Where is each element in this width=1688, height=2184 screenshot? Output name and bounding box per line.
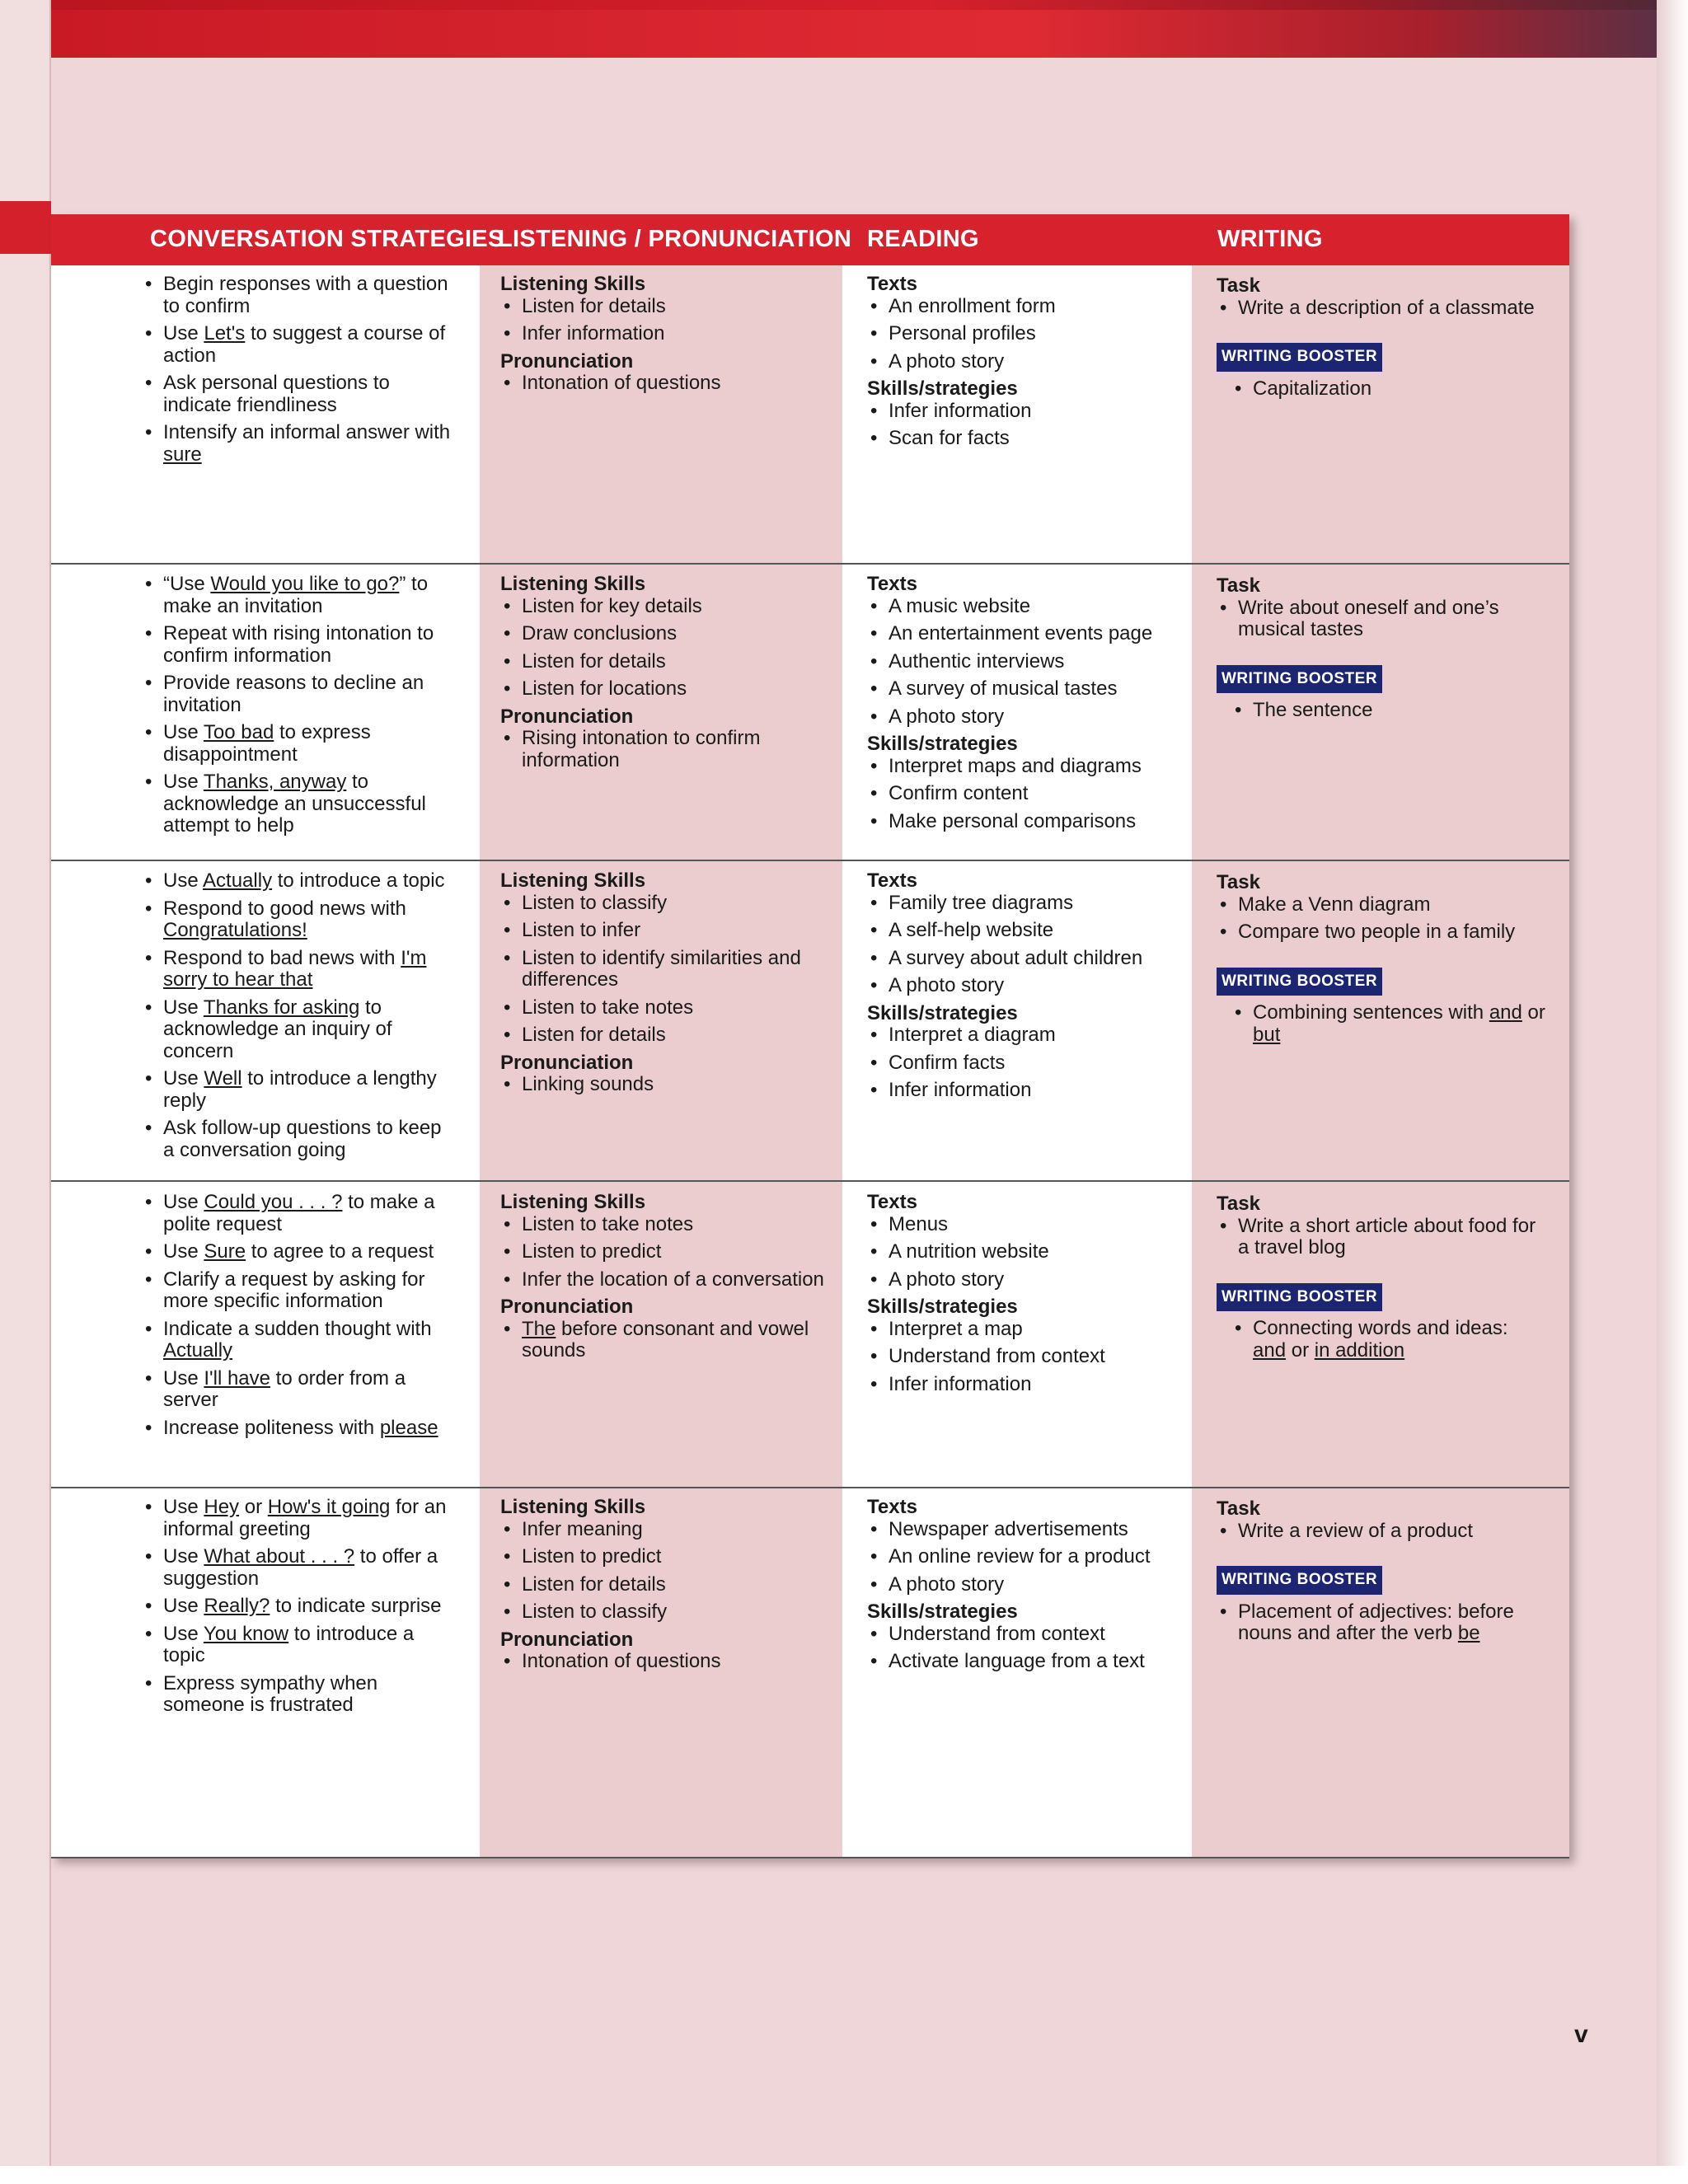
texts-heading: Texts bbox=[867, 869, 917, 892]
bullet-list bbox=[1217, 700, 1546, 722]
writing-booster-badge: WRITING BOOSTER bbox=[1217, 1283, 1382, 1312]
bullet-list bbox=[142, 1497, 455, 1717]
bullet-list bbox=[142, 1192, 455, 1439]
list-item: • Write a description of a classmate bbox=[1217, 298, 1546, 320]
list-item bbox=[1231, 700, 1546, 722]
writing-cell bbox=[1217, 1193, 1546, 1367]
bullet-list bbox=[1217, 1318, 1546, 1361]
item-text: to make a polite request bbox=[163, 1191, 435, 1235]
list-item: • Menus bbox=[867, 1214, 1172, 1236]
item-text: Combining sentences with bbox=[1253, 1001, 1489, 1024]
bullet-list bbox=[867, 1519, 1172, 1596]
bullet-list bbox=[1217, 378, 1546, 401]
item-text: or bbox=[239, 1496, 268, 1518]
bullet-list bbox=[867, 1319, 1172, 1396]
list-item bbox=[142, 1269, 455, 1313]
texts-heading: Texts bbox=[867, 1496, 917, 1518]
item-text: Use bbox=[163, 1595, 204, 1617]
bullet-list bbox=[867, 756, 1172, 833]
page-top-red-band bbox=[49, 10, 1665, 58]
texts-heading: Texts bbox=[867, 573, 917, 595]
bullet-list bbox=[1217, 298, 1546, 320]
task-heading: Task bbox=[1217, 871, 1260, 893]
item-text: “Use bbox=[163, 573, 211, 595]
underlined-phrase: I'm sorry to hear that bbox=[163, 946, 427, 991]
list-item: • Understand from context bbox=[867, 1624, 1172, 1646]
page-right-edge bbox=[1657, 0, 1688, 2184]
list-item: • Listen for details bbox=[500, 651, 830, 673]
skills-strategies-heading: Skills/strategies bbox=[867, 1296, 1018, 1318]
bullet-list bbox=[500, 296, 830, 345]
header-writing: WRITING bbox=[1217, 226, 1323, 252]
bullet-list bbox=[1217, 894, 1546, 944]
list-item: • Listen to identify similarities and differences bbox=[500, 948, 830, 991]
item-text: Connecting words and ideas: bbox=[1253, 1317, 1508, 1339]
item-text: Use bbox=[163, 1622, 204, 1645]
list-item: • A photo story bbox=[867, 1574, 1172, 1596]
list-item: • A photo story bbox=[867, 706, 1172, 729]
left-header-stub bbox=[0, 201, 51, 254]
bullet-list bbox=[1217, 1601, 1546, 1645]
reading-cell bbox=[867, 1192, 1172, 1401]
header-reading: READING bbox=[867, 226, 979, 252]
list-item: • Confirm content bbox=[867, 783, 1172, 805]
list-item bbox=[142, 1624, 455, 1667]
item-text: Clarify a request by asking for more specific information bbox=[163, 1268, 425, 1312]
list-item: • Listen to classify bbox=[500, 893, 830, 915]
item-text: Provide reasons to decline an invitation bbox=[163, 672, 424, 716]
reading-cell bbox=[867, 1497, 1172, 1679]
list-item bbox=[142, 574, 455, 617]
bullet-list bbox=[1217, 598, 1546, 641]
pronunciation-heading: Pronunciation bbox=[500, 1296, 634, 1318]
task-heading: Task bbox=[1217, 1193, 1260, 1215]
item-text: Begin responses with a question to confirm bbox=[163, 273, 448, 317]
bullet-list bbox=[867, 401, 1172, 450]
item-text: to introduce a lengthy reply bbox=[163, 1067, 437, 1112]
list-item: • Make personal comparisons bbox=[867, 811, 1172, 833]
bullet-list bbox=[867, 1024, 1172, 1102]
list-item: • A photo story bbox=[867, 1269, 1172, 1291]
list-item: • Listen to take notes bbox=[500, 997, 830, 1019]
pronunciation-heading: Pronunciation bbox=[500, 1051, 634, 1074]
list-item: • Listen for details bbox=[500, 296, 830, 318]
list-item bbox=[142, 870, 455, 893]
header-listening: LISTENING / PRONUNCIATION bbox=[498, 226, 852, 252]
bullet-list bbox=[500, 1319, 830, 1362]
list-item: • Listen to infer bbox=[500, 920, 830, 942]
item-text: to offer a suggestion bbox=[163, 1545, 438, 1590]
item-text: or bbox=[1286, 1338, 1315, 1361]
list-item bbox=[142, 274, 455, 317]
texts-heading: Texts bbox=[867, 273, 917, 295]
bullet-list bbox=[500, 1214, 830, 1291]
list-item: • Listen to predict bbox=[500, 1241, 830, 1263]
list-item: • A photo story bbox=[867, 351, 1172, 373]
scope-sequence-table bbox=[51, 214, 1569, 1858]
list-item: • Family tree diagrams bbox=[867, 893, 1172, 915]
item-text: to express disappointment bbox=[163, 721, 371, 766]
page-bottom-edge bbox=[0, 2166, 1688, 2184]
listening-skills-heading: Listening Skills bbox=[500, 869, 646, 892]
writing-booster-badge: WRITING BOOSTER bbox=[1217, 665, 1382, 694]
list-item: • Confirm facts bbox=[867, 1052, 1172, 1075]
writing-cell bbox=[1217, 1498, 1546, 1651]
list-item: • A survey about adult children bbox=[867, 948, 1172, 970]
underlined-phrase: The bbox=[522, 1317, 556, 1340]
list-item bbox=[142, 422, 455, 466]
listening-skills-heading: Listening Skills bbox=[500, 1496, 646, 1518]
list-item: • Listen for details bbox=[500, 1574, 830, 1596]
page-number: v bbox=[1574, 2021, 1588, 2048]
bullet-list bbox=[142, 870, 455, 1161]
underlined-phrase: Thanks for asking bbox=[203, 996, 360, 1019]
bullet-list bbox=[142, 574, 455, 837]
item-text: or bbox=[1522, 1001, 1545, 1024]
bullet-list bbox=[1217, 1521, 1546, 1543]
row-divider bbox=[51, 1857, 1569, 1858]
list-item bbox=[142, 1596, 455, 1618]
underlined-phrase: Too bad bbox=[203, 721, 274, 743]
pronunciation-heading: Pronunciation bbox=[500, 1628, 634, 1651]
item-text: Use bbox=[163, 1545, 204, 1568]
list-item: • Interpret a diagram bbox=[867, 1024, 1172, 1047]
reading-cell bbox=[867, 574, 1172, 838]
list-item: • Personal profiles bbox=[867, 323, 1172, 345]
list-item: • Write a short article about food for a travel blog bbox=[1217, 1216, 1546, 1259]
bullet-list bbox=[500, 1519, 830, 1624]
underlined-phrase: Let's bbox=[204, 322, 246, 344]
list-item: • Infer meaning bbox=[500, 1519, 830, 1541]
item-text: Use bbox=[163, 1496, 204, 1518]
texts-heading: Texts bbox=[867, 1191, 917, 1213]
list-item bbox=[142, 898, 455, 942]
list-item: • Infer information bbox=[867, 1374, 1172, 1396]
list-item bbox=[142, 323, 455, 367]
list-item: • Infer the location of a conversation bbox=[500, 1269, 830, 1291]
reading-cell bbox=[867, 274, 1172, 456]
list-item bbox=[142, 1497, 455, 1540]
underlined-phrase: Hey bbox=[204, 1496, 240, 1518]
list-item bbox=[142, 1319, 455, 1362]
bullet-list bbox=[867, 1214, 1172, 1291]
header-conversation: CONVERSATION STRATEGIES bbox=[150, 226, 504, 252]
list-item bbox=[142, 673, 455, 716]
conversation-cell bbox=[142, 1192, 455, 1445]
underlined-phrase: Actually bbox=[163, 1339, 233, 1361]
list-item: • Infer information bbox=[867, 401, 1172, 423]
list-item bbox=[142, 623, 455, 667]
list-item bbox=[1231, 378, 1546, 401]
list-item: • Listen to take notes bbox=[500, 1214, 830, 1236]
item-text: Capitalization bbox=[1253, 377, 1372, 400]
underlined-phrase: but bbox=[1253, 1023, 1281, 1046]
list-item: • Listen for key details bbox=[500, 596, 830, 618]
pronunciation-heading: Pronunciation bbox=[500, 705, 634, 728]
writing-booster-badge: WRITING BOOSTER bbox=[1217, 968, 1382, 996]
list-item bbox=[142, 1673, 455, 1717]
list-item: • Draw conclusions bbox=[500, 623, 830, 645]
reading-cell bbox=[867, 870, 1172, 1108]
list-item: • Rising intonation to confirm information bbox=[500, 728, 830, 771]
page-left-edge bbox=[0, 0, 51, 2184]
item-text: to introduce a topic bbox=[272, 869, 445, 892]
listening-skills-heading: Listening Skills bbox=[500, 273, 646, 295]
item-text: Use bbox=[163, 996, 204, 1019]
underlined-phrase: Thanks, anyway bbox=[203, 771, 347, 793]
underlined-phrase: How's it going bbox=[267, 1496, 391, 1518]
bullet-list bbox=[500, 596, 830, 701]
listening-cell bbox=[500, 1192, 830, 1368]
underlined-phrase: I'll have bbox=[204, 1366, 270, 1390]
task-heading: Task bbox=[1217, 574, 1260, 597]
item-text: Respond to good news with bbox=[163, 897, 406, 920]
list-item bbox=[142, 997, 455, 1063]
listening-cell bbox=[500, 274, 830, 401]
item-text: Increase politeness with bbox=[163, 1416, 380, 1439]
item-text: to order from a server bbox=[163, 1366, 406, 1411]
list-item: • Linking sounds bbox=[500, 1074, 830, 1096]
bullet-list bbox=[500, 893, 830, 1047]
list-item bbox=[142, 948, 455, 991]
underlined-phrase: What about . . . ? bbox=[204, 1545, 355, 1568]
list-item: • Make a Venn diagram bbox=[1217, 894, 1546, 916]
writing-booster-badge: WRITING BOOSTER bbox=[1217, 1566, 1382, 1595]
underlined-phrase: sure bbox=[163, 443, 202, 466]
item-text: Repeat with rising intonation to confirm information bbox=[163, 622, 434, 667]
skills-strategies-heading: Skills/strategies bbox=[867, 377, 1018, 400]
list-item bbox=[1231, 1002, 1546, 1046]
list-item: • Listen for locations bbox=[500, 678, 830, 701]
list-item: • Scan for facts bbox=[867, 428, 1172, 450]
list-item bbox=[500, 1319, 830, 1362]
item-text: Use bbox=[163, 322, 204, 344]
listening-cell bbox=[500, 574, 830, 777]
underlined-phrase: Really? bbox=[204, 1595, 270, 1617]
writing-cell bbox=[1217, 575, 1546, 728]
list-item bbox=[142, 1368, 455, 1412]
pronunciation-heading: Pronunciation bbox=[500, 349, 634, 373]
list-item: • Infer information bbox=[500, 323, 830, 345]
item-text: Use bbox=[163, 1067, 204, 1090]
list-item: • Write a review of a product bbox=[1217, 1521, 1546, 1543]
bullet-list bbox=[500, 373, 830, 395]
row-divider bbox=[51, 1180, 1569, 1182]
item-text: to agree to a request bbox=[246, 1240, 434, 1263]
underlined-phrase: You know bbox=[203, 1622, 289, 1645]
list-item: • A self-help website bbox=[867, 920, 1172, 942]
item-text: to suggest a course of action bbox=[163, 322, 446, 367]
list-item bbox=[142, 771, 455, 837]
bullet-list bbox=[867, 1624, 1172, 1673]
conversation-cell bbox=[142, 870, 455, 1167]
underlined-phrase: and bbox=[1253, 1338, 1287, 1361]
list-item: • A music website bbox=[867, 596, 1172, 618]
listening-skills-heading: Listening Skills bbox=[500, 1191, 646, 1213]
list-item: • An enrollment form bbox=[867, 296, 1172, 318]
list-item: • Compare two people in a family bbox=[1217, 921, 1546, 944]
item-text: Use bbox=[163, 1366, 204, 1390]
item-text: Ask personal questions to indicate friendliness bbox=[163, 372, 390, 416]
conversation-cell bbox=[142, 274, 455, 471]
item-text: before consonant and vowel sounds bbox=[522, 1317, 809, 1361]
item-text: for an informal greeting bbox=[163, 1496, 447, 1540]
list-item: • A photo story bbox=[867, 975, 1172, 997]
underlined-phrase: Actually bbox=[203, 869, 273, 892]
item-text: Use bbox=[163, 1240, 204, 1263]
list-item bbox=[142, 1418, 455, 1440]
item-text: Use bbox=[163, 771, 204, 793]
list-item bbox=[1231, 1318, 1546, 1361]
list-item: • A survey of musical tastes bbox=[867, 678, 1172, 701]
writing-cell bbox=[1217, 275, 1546, 405]
list-item: • Interpret a map bbox=[867, 1319, 1172, 1341]
listening-cell bbox=[500, 1497, 830, 1679]
list-item: • Infer information bbox=[867, 1080, 1172, 1102]
underlined-phrase: Congratulations! bbox=[163, 919, 307, 941]
bullet-list bbox=[1217, 1002, 1546, 1046]
item-text: Intensify an informal answer with bbox=[163, 421, 451, 443]
list-item: • Listen to predict bbox=[500, 1546, 830, 1568]
list-item: • Authentic interviews bbox=[867, 651, 1172, 673]
item-text: Placement of adjectives: before nouns and after the verb bbox=[1238, 1600, 1514, 1644]
list-item: • Intonation of questions bbox=[500, 373, 830, 395]
item-text: to acknowledge an unsuccessful attempt to help bbox=[163, 771, 426, 837]
list-item bbox=[142, 373, 455, 416]
list-item: • Intonation of questions bbox=[500, 1651, 830, 1673]
skills-strategies-heading: Skills/strategies bbox=[867, 733, 1018, 755]
list-item: • A nutrition website bbox=[867, 1241, 1172, 1263]
listening-skills-heading: Listening Skills bbox=[500, 573, 646, 595]
list-item: • An entertainment events page bbox=[867, 623, 1172, 645]
task-heading: Task bbox=[1217, 274, 1260, 297]
bullet-list bbox=[867, 296, 1172, 373]
list-item bbox=[142, 1241, 455, 1263]
underlined-phrase: be bbox=[1457, 1622, 1480, 1644]
list-item: • An online review for a product bbox=[867, 1546, 1172, 1568]
writing-cell bbox=[1217, 872, 1546, 1052]
item-text: ” to make an invitation bbox=[163, 573, 429, 617]
item-text: Indicate a sudden thought with bbox=[163, 1317, 432, 1340]
row-divider bbox=[51, 860, 1569, 861]
list-item: • Interpret maps and diagrams bbox=[867, 756, 1172, 778]
underlined-phrase: and bbox=[1489, 1001, 1522, 1024]
item-text: The sentence bbox=[1253, 699, 1373, 721]
conversation-cell bbox=[142, 574, 455, 843]
item-text: Ask follow-up questions to keep a conversation going bbox=[163, 1117, 442, 1161]
item-text: Express sympathy when someone is frustrated bbox=[163, 1671, 378, 1716]
skills-strategies-heading: Skills/strategies bbox=[867, 1001, 1018, 1024]
item-text: Respond to bad news with bbox=[163, 946, 401, 969]
underlined-phrase: Would you like to go? bbox=[210, 573, 400, 595]
list-item: • Understand from context bbox=[867, 1346, 1172, 1368]
list-item: • Write about oneself and one’s musical tastes bbox=[1217, 598, 1546, 641]
skills-strategies-heading: Skills/strategies bbox=[867, 1601, 1018, 1623]
list-item bbox=[142, 1118, 455, 1161]
bullet-list bbox=[142, 274, 455, 466]
underlined-phrase: please bbox=[379, 1416, 438, 1439]
underlined-phrase: Could you . . . ? bbox=[204, 1191, 343, 1213]
list-item: • Activate language from a text bbox=[867, 1651, 1172, 1673]
list-item bbox=[142, 1192, 455, 1235]
item-text: Use bbox=[163, 1191, 204, 1213]
item-text: to indicate surprise bbox=[270, 1595, 442, 1617]
bullet-list bbox=[500, 728, 830, 771]
item-text: Use bbox=[163, 721, 204, 743]
list-item bbox=[142, 722, 455, 766]
listening-cell bbox=[500, 870, 830, 1102]
list-item: • Listen to classify bbox=[500, 1601, 830, 1624]
list-item bbox=[142, 1068, 455, 1112]
writing-booster-badge: WRITING BOOSTER bbox=[1217, 343, 1382, 372]
row-divider bbox=[51, 563, 1569, 565]
bullet-list bbox=[500, 1651, 830, 1673]
item-text: to introduce a topic bbox=[163, 1622, 415, 1666]
underlined-phrase: in addition bbox=[1314, 1338, 1405, 1361]
bullet-list bbox=[1217, 1216, 1546, 1259]
underlined-phrase: Well bbox=[204, 1067, 242, 1090]
table-header bbox=[51, 214, 1569, 265]
list-item bbox=[1217, 1601, 1546, 1645]
row-divider bbox=[51, 1487, 1569, 1488]
underlined-phrase: Sure bbox=[204, 1240, 246, 1263]
bullet-list bbox=[867, 893, 1172, 997]
task-heading: Task bbox=[1217, 1497, 1260, 1520]
conversation-cell bbox=[142, 1497, 455, 1722]
list-item: • Listen for details bbox=[500, 1024, 830, 1047]
item-text: to acknowledge an inquiry of concern bbox=[163, 996, 392, 1062]
item-text: Use bbox=[163, 869, 204, 892]
bullet-list bbox=[867, 596, 1172, 729]
bullet-list bbox=[500, 1074, 830, 1096]
list-item: • Newspaper advertisements bbox=[867, 1519, 1172, 1541]
list-item bbox=[142, 1546, 455, 1590]
